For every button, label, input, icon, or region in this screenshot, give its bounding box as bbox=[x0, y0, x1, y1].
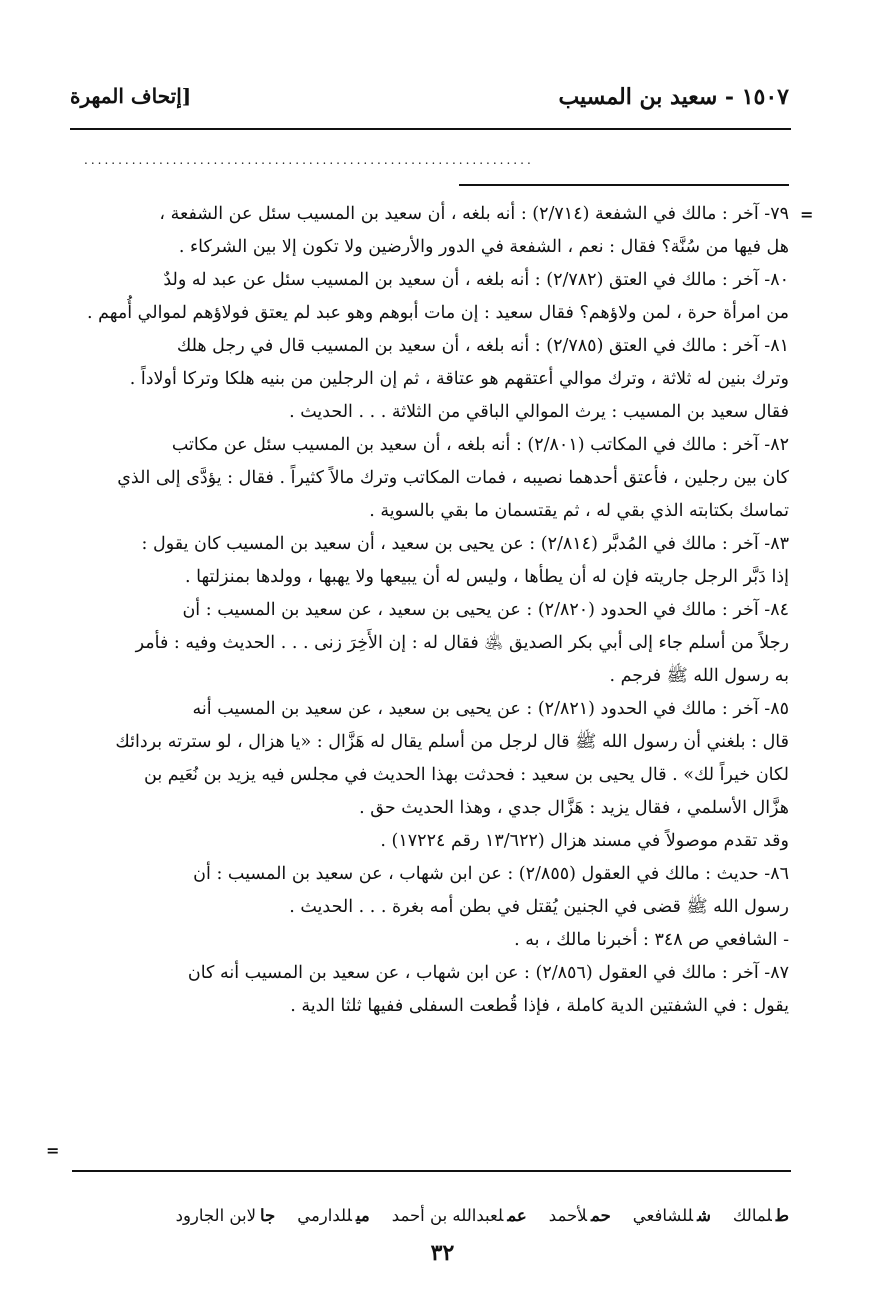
legend-code: جا bbox=[259, 1206, 276, 1225]
equals-mark-bottom: = bbox=[46, 1141, 60, 1160]
legend-code: حم bbox=[591, 1206, 611, 1225]
legend-code: ش bbox=[697, 1206, 711, 1225]
text-line: به رسول الله ﷺ فرجم . bbox=[609, 666, 789, 686]
header-title: ١٥٠٧ - سعيد بن المسيب bbox=[558, 84, 789, 110]
entry-paragraph bbox=[79, 429, 789, 528]
abbreviation-legend bbox=[79, 1206, 789, 1225]
legend-code: مي bbox=[355, 1206, 370, 1225]
text-line: تماسك بكتابته الذي بقي له ، ثم يقتسمان ما بقي بالسوية . bbox=[369, 501, 789, 521]
legend-item bbox=[176, 1206, 276, 1225]
legend-code: عم bbox=[507, 1206, 527, 1225]
text-line: ٨٣- آخر : مالك في المُدبَّر (٢/٨١٤) : عن يحيى بن سعيد ، أن سعيد بن المسيب كان يقول : bbox=[141, 534, 789, 554]
entry-paragraph bbox=[79, 858, 789, 957]
entry-paragraph bbox=[79, 198, 789, 264]
text-line: هزَّال الأسلمي ، فقال يزيد : هَزَّال جدي ، وهذا الحديث حق . bbox=[359, 798, 789, 818]
legend-label: لابن الجارود bbox=[175, 1206, 256, 1225]
page-number: ٣٢ bbox=[430, 1240, 455, 1266]
entry-paragraph bbox=[79, 957, 789, 1023]
legend-label: لعبدالله بن أحمد bbox=[391, 1206, 504, 1225]
legend-label: لأحمد bbox=[548, 1206, 588, 1225]
text-line: ٨٤- آخر : مالك في الحدود (٢/٨٢٠) : عن يحيى بن سعيد ، عن سعيد بن المسيب : أن bbox=[182, 600, 789, 620]
text-line: هل فيها من سُنَّة؟ فقال : نعم ، الشفعة في الدور والأرضين ولا تكون إلا بين الشركاء . bbox=[178, 237, 789, 257]
legend-label: للدارمي bbox=[297, 1206, 352, 1225]
text-line: ٨١- آخر : مالك في العتق (٢/٧٨٥) : أنه بلغه ، أن سعيد بن المسيب قال في رجل هلك bbox=[176, 336, 789, 356]
text-line: ٨٧- آخر : مالك في العقول (٢/٨٥٦) : عن ابن شهاب ، عن سعيد بن المسيب أنه كان bbox=[187, 963, 789, 983]
equals-mark-top: = bbox=[800, 205, 814, 224]
text-line: ٨٢- آخر : مالك في المكاتب (٢/٨٠١) : أنه بلغه ، أن سعيد بن المسيب سئل عن مكاتب bbox=[171, 435, 789, 455]
text-line: رجلاً من أسلم جاء إلى أبي بكر الصديق ﵁ فقال له : إن الأَخِرَ زنى . . . الحديث وفيه : فأمر bbox=[135, 633, 789, 653]
footer-rule bbox=[72, 1170, 791, 1172]
legend-code: ط bbox=[775, 1206, 789, 1225]
entry-paragraph bbox=[79, 594, 789, 693]
text-line: رسول الله ﷺ قضى في الجنين يُقتل في بطن أمه بغرة . . . الحديث . bbox=[289, 897, 789, 917]
page-header bbox=[70, 84, 789, 118]
text-line: وترك بنين له ثلاثة ، وترك موالي أعتقهم هو عتاقة ، ثم إن الرجلين من بنيه هلكا وتركا أولاداً . bbox=[129, 369, 789, 389]
short-rule bbox=[459, 184, 789, 186]
legend-label: لمالك bbox=[732, 1206, 772, 1225]
legend-item bbox=[392, 1206, 527, 1225]
legend-item bbox=[733, 1206, 789, 1225]
legend-label: للشافعي bbox=[632, 1206, 694, 1225]
text-line: ٨٦- حديث : مالك في العقول (٢/٨٥٥) : عن ابن شهاب ، عن سعيد بن المسيب : أن bbox=[193, 864, 789, 884]
text-line: ٨٥- آخر : مالك في الحدود (٢/٨٢١) : عن يحيى بن سعيد ، عن سعيد بن المسيب أنه bbox=[192, 699, 789, 719]
header-book-name: [إتحاف المهرة bbox=[70, 84, 192, 108]
legend-item bbox=[633, 1206, 711, 1225]
entry-paragraph bbox=[79, 528, 789, 594]
entry-paragraph bbox=[79, 330, 789, 429]
text-line: - الشافعي ص ٣٤٨ : أخبرنا مالك ، به . bbox=[514, 930, 789, 950]
entry-paragraph bbox=[79, 264, 789, 330]
text-line: ٧٩- آخر : مالك في الشفعة (٢/٧١٤) : أنه بلغه ، أن سعيد بن المسيب سئل عن الشفعة ، bbox=[159, 204, 789, 224]
text-line: يقول : في الشفتين الدية كاملة ، فإذا قُطعت السفلى ففيها ثلثا الدية . bbox=[290, 996, 789, 1016]
text-line: وقد تقدم موصولاً في مسند هزال (١٣/٦٢٢ رقم ١٧٢٢٤) . bbox=[380, 831, 789, 851]
legend-item bbox=[297, 1206, 370, 1225]
text-line: قال : بلغني أن رسول الله ﷺ قال لرجل من أسلم يقال له هَزَّال : «يا هزال ، لو سترته بردائك bbox=[115, 732, 789, 752]
document-body bbox=[79, 198, 789, 1023]
legend-item bbox=[549, 1206, 611, 1225]
dotted-line: .................................................................. bbox=[84, 153, 534, 167]
entry-paragraph bbox=[79, 693, 789, 858]
text-line: ٨٠- آخر : مالك في العتق (٢/٧٨٢) : أنه بلغه ، أن سعيد بن المسيب سئل عن عبد له ولدٌ bbox=[163, 270, 789, 290]
text-line: كان بين رجلين ، فأعتق أحدهما نصيبه ، فمات المكاتب وترك مالاً كثيراً . فقال : يؤدَّى إلى الذي bbox=[117, 468, 789, 488]
text-line: فقال سعيد بن المسيب : يرث الموالي الباقي من الثلاثة . . . الحديث . bbox=[289, 402, 789, 422]
header-rule bbox=[70, 128, 791, 130]
text-line: إذا دَبَّر الرجل جاريته فإن له أن يطأها ، وليس له أن يبيعها ولا يهبها ، وولدها بمنزلتها . bbox=[184, 567, 789, 587]
text-line: لكان خيراً لك» . قال يحيى بن سعيد : فحدثت بهذا الحديث في مجلس فيه يزيد بن نُعَيم بن bbox=[144, 765, 789, 785]
text-line: من امرأة حرة ، لمن ولاؤهم؟ فقال سعيد : إن مات أبوهم وهو عبد لم يعتق فولاؤهم لموالي أُمهم . bbox=[87, 303, 789, 323]
